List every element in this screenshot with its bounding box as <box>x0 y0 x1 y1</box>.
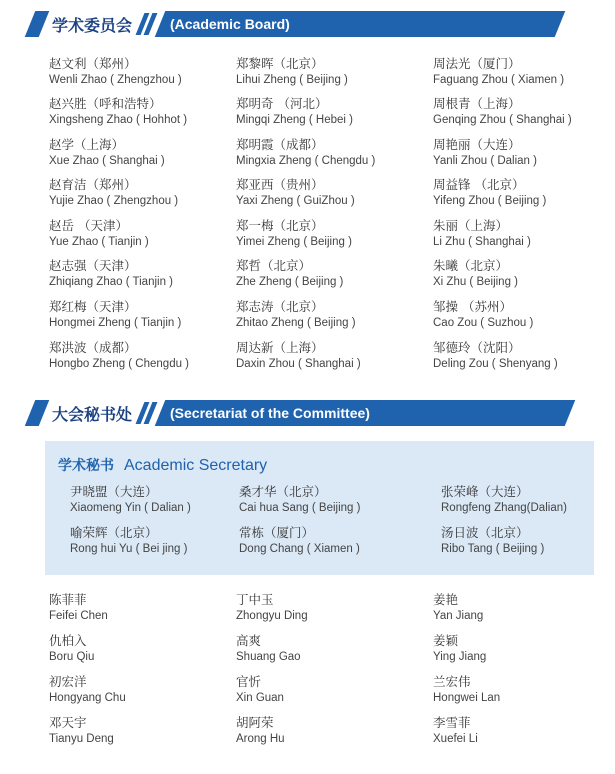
board-entry <box>49 340 189 372</box>
entry-name-cn: 桑才华（北京） <box>239 484 327 499</box>
entry-name-cn: 周艳丽（大连） <box>433 137 521 152</box>
entry-name-en: Yujie Zhao ( Zhengzhou ) <box>49 195 179 207</box>
banner-slashes <box>140 13 156 35</box>
board-entry <box>236 340 361 372</box>
secretary-entry <box>239 525 360 557</box>
entry-name-cn: 初宏洋 <box>49 674 87 689</box>
board-entry <box>236 96 353 128</box>
staff-entry <box>49 633 94 665</box>
entry-name-cn: 李雪菲 <box>433 715 471 730</box>
academic-secretary-title-en: Academic Secretary <box>124 457 268 474</box>
entry-name-en: Lihui Zheng ( Beijing ) <box>236 74 348 86</box>
entry-name-en: Zhitao Zheng ( Beijing ) <box>236 317 356 329</box>
entry-name-en: Cai hua Sang ( Beijing ) <box>239 502 361 514</box>
entry-name-en: Xin Guan <box>236 692 284 704</box>
entry-name-cn: 赵学（上海） <box>49 137 125 152</box>
entry-name-cn: 高爽 <box>236 633 262 648</box>
board-entry <box>433 177 546 209</box>
board-entry <box>236 137 375 169</box>
entry-name-cn: 兰宏伟 <box>433 674 471 689</box>
staff-entry <box>49 592 108 624</box>
staff-entry <box>433 633 486 665</box>
entry-name-cn: 郑明霞（成都） <box>236 137 324 152</box>
entry-name-en: Hongbo Zheng ( Chengdu ) <box>49 358 190 370</box>
entry-name-en: Ribo Tang ( Beijing ) <box>441 543 545 555</box>
entry-name-cn: 周法光（厦门） <box>433 56 521 71</box>
academic-board-title-en: (Academic Board) <box>170 16 290 32</box>
staff-entry <box>236 674 284 706</box>
entry-name-en: Dong Chang ( Xiamen ) <box>239 543 360 555</box>
entry-name-en: Mingqi Zheng ( Hebei ) <box>236 114 353 126</box>
entry-name-en: Zhe Zheng ( Beijing ) <box>236 276 344 288</box>
entry-name-en: Boru Qiu <box>49 651 95 663</box>
board-entry <box>236 258 343 290</box>
secretariat-banner <box>30 400 570 426</box>
entry-name-en: Faguang Zhou ( Xiamen ) <box>433 74 565 86</box>
board-entry <box>236 177 355 209</box>
secretary-entry <box>239 484 360 516</box>
entry-name-cn: 赵文利（郑州） <box>49 56 137 71</box>
entry-name-en: Yimei Zheng ( Beijing ) <box>236 236 352 248</box>
entry-name-cn: 赵志强（天津） <box>49 258 137 273</box>
entry-name-cn: 姜颖 <box>433 633 459 648</box>
board-entry <box>236 299 356 331</box>
entry-name-en: Daxin Zhou ( Shanghai ) <box>236 358 361 370</box>
board-entry <box>236 56 348 88</box>
board-entry <box>49 96 187 128</box>
board-entry <box>49 258 173 290</box>
academic-board-title-cn: 学术委员会 <box>52 15 133 35</box>
secretariat-title-en: (Secretariat of the Committee) <box>170 405 370 421</box>
entry-name-en: Tianyu Deng <box>49 733 114 745</box>
entry-name-cn: 赵岳 （天津） <box>49 218 128 233</box>
board-entry <box>433 299 533 331</box>
entry-name-en: Mingxia Zheng ( Chengdu ) <box>236 155 376 167</box>
entry-name-cn: 胡阿荣 <box>236 715 274 730</box>
entry-name-cn: 陈菲菲 <box>49 592 87 607</box>
entry-name-cn: 郑哲（北京） <box>236 258 312 273</box>
secretary-entry <box>70 484 191 516</box>
board-entry <box>236 218 352 250</box>
entry-name-cn: 周益锋 （北京） <box>433 177 525 192</box>
entry-name-en: Yifeng Zhou ( Beijing ) <box>433 195 547 207</box>
secretariat-title-bar <box>155 400 576 426</box>
entry-name-cn: 郑黎晖（北京） <box>236 56 324 71</box>
academic-board-banner <box>30 11 560 37</box>
entry-name-en: Zhiqiang Zhao ( Tianjin ) <box>49 276 174 288</box>
entry-name-en: Shuang Gao <box>236 651 301 663</box>
entry-name-cn: 郑志涛（北京） <box>236 299 324 314</box>
entry-name-en: Ying Jiang <box>433 651 487 663</box>
staff-entry <box>236 592 308 624</box>
secretary-entry <box>441 525 544 557</box>
entry-name-cn: 邹操 （苏州） <box>433 299 512 314</box>
entry-name-en: Xingsheng Zhao ( Hohhot ) <box>49 114 188 126</box>
entry-name-en: Feifei Chen <box>49 610 108 622</box>
entry-name-en: Yanli Zhou ( Dalian ) <box>433 155 537 167</box>
board-entry <box>433 340 558 372</box>
entry-name-cn: 喻荣辉（北京） <box>70 525 158 540</box>
board-entry <box>49 218 149 250</box>
entry-name-en: Hongyang Chu <box>49 692 126 704</box>
entry-name-en: Genqing Zhou ( Shanghai ) <box>433 114 572 126</box>
entry-name-cn: 周根青（上海） <box>433 96 521 111</box>
staff-entry <box>236 633 301 665</box>
entry-name-en: Li Zhu ( Shanghai ) <box>433 236 531 248</box>
entry-name-en: Rong hui Yu ( Bei jing ) <box>70 543 188 555</box>
board-entry <box>433 218 531 250</box>
board-entry <box>49 137 165 169</box>
staff-entry <box>433 674 500 706</box>
entry-name-en: Xuefei Li <box>433 733 478 745</box>
entry-name-cn: 姜艳 <box>433 592 459 607</box>
entry-name-en: Xue Zhao ( Shanghai ) <box>49 155 165 167</box>
entry-name-en: Wenli Zhao ( Zhengzhou ) <box>49 74 182 86</box>
board-entry <box>49 177 178 209</box>
secretariat-title-cn: 大会秘书处 <box>52 404 133 424</box>
entry-name-cn: 官忻 <box>236 674 262 689</box>
board-entry <box>49 56 182 88</box>
entry-name-cn: 赵育洁（郑州） <box>49 177 137 192</box>
board-entry <box>49 299 181 331</box>
entry-name-cn: 郑亚西（贵州） <box>236 177 324 192</box>
board-entry <box>433 137 537 169</box>
entry-name-en: Yue Zhao ( Tianjin ) <box>49 236 149 248</box>
entry-name-cn: 仇柏入 <box>49 633 87 648</box>
entry-name-cn: 赵兴胜（呼和浩特） <box>49 96 162 111</box>
entry-name-cn: 朱丽（上海） <box>433 218 509 233</box>
entry-name-cn: 常栋（厦门） <box>239 525 315 540</box>
banner-accent-bar <box>25 400 50 426</box>
banner-accent-bar <box>25 11 50 37</box>
entry-name-en: Deling Zou ( Shenyang ) <box>433 358 558 370</box>
staff-entry <box>49 674 126 706</box>
entry-name-cn: 郑洪波（成都） <box>49 340 137 355</box>
entry-name-cn: 周达新（上海） <box>236 340 324 355</box>
entry-name-cn: 张荣峰（大连） <box>441 484 529 499</box>
entry-name-cn: 汤日波（北京） <box>441 525 529 540</box>
entry-name-en: Yaxi Zheng ( GuiZhou ) <box>236 195 355 207</box>
entry-name-en: Zhongyu Ding <box>236 610 308 622</box>
staff-entry <box>433 715 478 747</box>
entry-name-en: Arong Hu <box>236 733 285 745</box>
entry-name-en: Hongwei Lan <box>433 692 501 704</box>
staff-entry <box>236 715 285 747</box>
entry-name-cn: 郑明奇 （河北） <box>236 96 328 111</box>
banner-slashes <box>140 402 156 424</box>
entry-name-cn: 郑一梅（北京） <box>236 218 324 233</box>
staff-entry <box>433 592 483 624</box>
entry-name-en: Xi Zhu ( Beijing ) <box>433 276 519 288</box>
entry-name-en: Cao Zou ( Suzhou ) <box>433 317 534 329</box>
secretary-entry <box>441 484 567 516</box>
board-entry <box>433 96 572 128</box>
entry-name-cn: 郑红梅（天津） <box>49 299 137 314</box>
entry-name-cn: 朱曦（北京） <box>433 258 509 273</box>
academic-secretary-title-cn: 学术秘书 <box>58 458 114 474</box>
entry-name-en: Rongfeng Zhang(Dalian) <box>441 502 567 514</box>
entry-name-cn: 邹德玲（沈阳） <box>433 340 521 355</box>
staff-entry <box>49 715 114 747</box>
entry-name-en: Xiaomeng Yin ( Dalian ) <box>70 502 191 514</box>
entry-name-cn: 丁中玉 <box>236 592 274 607</box>
entry-name-cn: 尹晓盟（大连） <box>70 484 158 499</box>
board-entry <box>433 258 518 290</box>
academic-secretary-panel <box>45 441 594 575</box>
entry-name-en: Hongmei Zheng ( Tianjin ) <box>49 317 182 329</box>
academic-board-title-bar <box>155 11 566 37</box>
entry-name-en: Yan Jiang <box>433 610 484 622</box>
academic-secretary-title <box>58 455 267 475</box>
entry-name-cn: 邓天宇 <box>49 715 87 730</box>
secretary-entry <box>70 525 187 557</box>
board-entry <box>433 56 564 88</box>
